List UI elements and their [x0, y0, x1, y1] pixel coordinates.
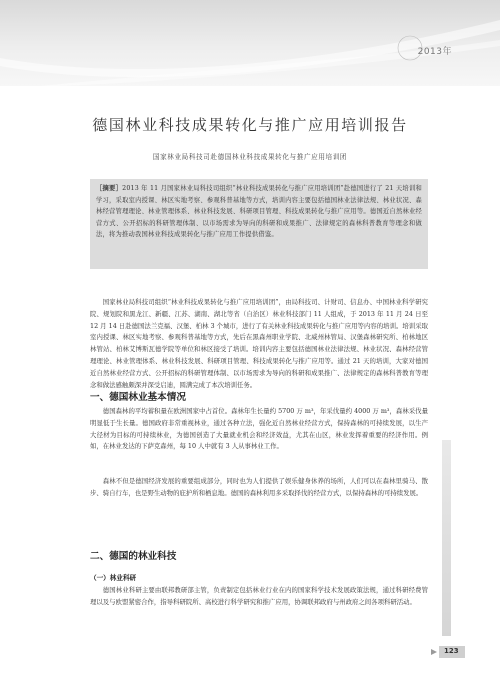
article-title: 德国林业科技成果转化与推广应用培训报告 [92, 116, 408, 134]
section-2-paragraph-1: 德国林业科研主要由联邦教研部主管，负责制定包括林业行业在内的国家科学技术发展政策法规，通过科研经费管理以及与欧盟紧密合作，指导科研院所、高校进行科学研究和推广应用，协调联邦政府与州政府之间各项科研活动。 [90, 586, 428, 606]
side-decoration-bar [442, 440, 451, 636]
abstract-box [90, 179, 428, 269]
section-2-heading: 二、德国的林业科技 [90, 551, 177, 562]
abstract-text: 2013 年 11 月国家林业局科技司组织“林业科技成果转化与推广应用培训团”赴德国进行了 21 天培训和学习，采取室内授课、林区实地考察、参观科普基地等方式，培训内容主要包括德国林业法律法规、林业状况、森林经营管理理论、林业管理体系、林业科技发展、科研项目管理、科技成果转化与推广应用等。德国近自然林业经营方式、公开招标的科研管理体制、以市场需求为导向的科研和成果推广、法律规定的森林科普教育等理念和做法，将为推动我国林业科技成果转化与推广应用工作提供借鉴。 [96, 185, 422, 238]
page-number: 123 [444, 647, 459, 655]
header-swoosh-decoration [0, 0, 500, 86]
article-author: 国家林业局科技司赴德国林业科技成果转化与推广应用培训团 [152, 153, 348, 161]
section-1-heading: 一、德国林业基本情况 [90, 392, 186, 403]
intro-paragraph: 国家林业局科技司组织“林业科技成果转化与推广应用培训团”，由局科技司、计财司、信息办、中国林业科学研究院、规划院和黑龙江、新疆、江苏、湖南、湖北等省（自治区）林业科技部门 11 人组成，于 2013 年 11 月 24 日至 12 月 14 日赴德国法兰克福、汉堡、柏林 3 个城市，进行了有关林业科技成果转化与推广应用等内容的培训。培训采取室内授课、林区实地考察、参观科普基地等方式，先后在黑森州职业学院、北威州林管局、汉堡森林研究所、柏林地区林管站、柏林艾博斯瓦德学院等单位和林区接受了培训。培训内容主要包括德国林业法律法规、林业状况、森林经营管理理论、林业管理体系、林业科技发展、科研项目管理、科技成果转化与推广应用等。通过 21 天的培训，大家对德国近自然林业经营方式、公开招标的科研管理体制、以市场需求为导向的科研和成果推广、法律规定的森林科普教育等理念和做法感触颇深并深受启迪，圆满完成了本次培训任务。 [90, 298, 428, 389]
year-badge: 2013年 [417, 47, 452, 57]
section-1-paragraph-1: 德国森林的平均蓄积量在欧洲国家中占首位。森林年生长量约 5700 万 m³，年采伐量约 4000 万 m³，森林采伐量明显低于生长量。德国政府非常重视林业，通过各种立法，强化近自然林业经营方式，保持森林的可持续发展，以生产大径材为目标的可持续林业，为德国创造了大量就业机会和经济效益，尤其在山区，林业发挥着重要的经济作用。例如，在林业发达的下萨克森州，每 10 人中就有 3 人从事林业工作。 [90, 407, 428, 451]
abstract-tag: ［摘要］ [96, 185, 123, 192]
header-band [0, 0, 500, 86]
section-1-paragraph-2: 森林不但是德国经济发展的重要组成部分，同时也为人们提供了娱乐健身休养的场所，人们可以在森林里骑马、散步、骑自行车，也是野生动物的庇护所和栖息地。德国的森林利用多采取择伐的经营方式，以保持森林的可持续发展。 [90, 477, 428, 497]
page-arrow-icon [431, 649, 437, 655]
section-2-subheading-1: （一）林业科研 [90, 574, 137, 582]
